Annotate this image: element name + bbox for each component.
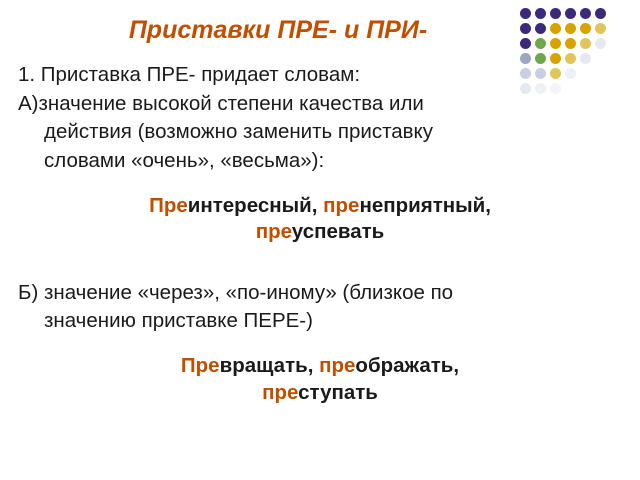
slide-body bbox=[18, 62, 622, 406]
word-rest: ображать, bbox=[355, 354, 460, 378]
spacer bbox=[18, 337, 622, 353]
prefix-pre: Пре bbox=[180, 354, 220, 378]
prefix-pre: Пре bbox=[149, 193, 188, 217]
dot bbox=[595, 8, 606, 19]
dot bbox=[580, 23, 591, 34]
dot bbox=[595, 23, 606, 34]
list-item-b-line1: Б) значение «через», «по-иному» (близкое по bbox=[18, 280, 454, 304]
word-rest: успевать bbox=[291, 220, 385, 244]
example-a-line2 bbox=[18, 219, 622, 246]
prefix-pre: пре bbox=[323, 193, 360, 217]
word-rest: неприятный, bbox=[359, 193, 491, 217]
prefix-pre: пре bbox=[262, 380, 299, 404]
example-b-line1 bbox=[18, 353, 622, 380]
list-item-1: 1. Приставка ПРЕ- придает словам: bbox=[18, 63, 361, 86]
spacer bbox=[18, 177, 622, 193]
dot bbox=[565, 23, 576, 34]
spacer bbox=[18, 272, 622, 280]
dot bbox=[580, 8, 591, 19]
word-rest: ступать bbox=[298, 380, 378, 404]
word-rest: вращать, bbox=[219, 354, 320, 378]
list-item-a-line2: действия (возможно заменить приставку bbox=[44, 120, 433, 144]
dot bbox=[595, 38, 606, 49]
example-b-line2 bbox=[18, 380, 622, 407]
prefix-pre: пре bbox=[255, 220, 292, 244]
word-rest: интересный, bbox=[187, 193, 324, 217]
prefix-pre: пре bbox=[319, 354, 356, 378]
example-a-line1 bbox=[18, 193, 622, 220]
list-item-b-line2: значению приставке ПЕРЕ-) bbox=[44, 309, 313, 333]
dot bbox=[565, 8, 576, 19]
page-title: Приставки ПРЕ- и ПРИ- bbox=[128, 16, 428, 44]
list-item-a-line1: А)значение высокой степени качества или bbox=[18, 91, 424, 115]
dot bbox=[580, 38, 591, 49]
dot bbox=[565, 38, 576, 49]
spacer bbox=[18, 246, 622, 272]
list-item-a-line3: словами «очень», «весьма»): bbox=[44, 148, 325, 172]
